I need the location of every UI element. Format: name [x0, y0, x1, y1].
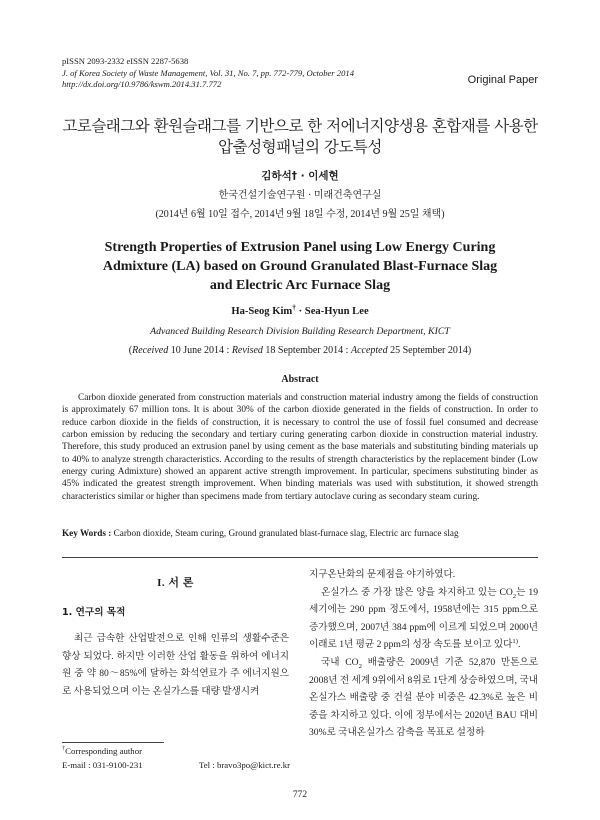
abstract-body	[62, 392, 538, 503]
p3-text-a: 국내 CO	[321, 656, 359, 668]
footnote-rule	[62, 742, 164, 743]
p3-text-b: 배출량은 2009년 기준 52,870 만톤으로 2008년 전 세계 9위에서 8위로 1단계 상승하였으며, 국내 온실가스 배출량 중 건설 분야 비중은 42.3%로 높은 비중을 차지하고 있다. 이에 정부에서는 2020년 BAU 대비 30%로 국내온실가스 감축을 목표로 설정하	[309, 656, 538, 739]
keywords	[62, 528, 538, 538]
dates-open-paren: (	[128, 345, 133, 356]
corresponding-mark: †	[292, 302, 296, 312]
section-heading: I. 서 론	[157, 577, 194, 589]
revised-label: Revised	[231, 345, 263, 356]
p2-reference[interactable]: 1)	[512, 638, 518, 646]
accepted-label: Accepted	[350, 345, 388, 356]
journal-citation: J. of Korea Society of Waste Management, Vol. 31, No. 7, pp. 772-779, October 2014	[62, 67, 354, 78]
page-number: 772	[292, 790, 308, 800]
received-label: Received	[132, 345, 169, 356]
korean-affiliation: 한국건설기술연구원 · 미래건축연구실	[218, 190, 382, 201]
abstract-text: Carbon dioxide generated from construction materials and construction material industry among the fields of construction is approximately 67 million tons. It is about 30% of the carbon dioxide generated in the fields of construction. In order to reduce carbon dioxide in the fields of construction, it is necessary to control the use of fossil fuel consumed and decrease carbon emission by reducing the secondary and tertiary curing generating carbon dioxide in construction material industry. Therefore, this study produced an extrusion panel by using cement as the base materials and substituting binding materials up to 40% to analyze strength characteristics. According to the results of strength characteristics by the replacement binder (Low energy curing Admixture) showed an apparent active strength improvement. In particular, specimens substituting binder as 45% indicated the greatest strength improvement. When binding materials was used with substitution, it showed strength characteristics similar or higher than specimens made from tertiary autoclave curing as secondary steam curing.	[62, 393, 538, 502]
keywords-label: Key Words :	[62, 528, 114, 538]
author-1: Ha-Seog Kim	[231, 306, 293, 317]
korean-authors: 김하석† · 이세현	[261, 170, 339, 182]
right-paragraph-3	[309, 654, 538, 742]
footnote-contact	[62, 760, 289, 770]
footnote-tel: Tel : bravo3po@kict.re.kr	[199, 760, 291, 770]
footnote-mark: †	[62, 746, 66, 753]
english-title-line-2: Admixture (LA) based on Ground Granulated Blast-Furnace Slag	[102, 259, 498, 274]
english-title	[40, 238, 560, 295]
right-paragraph-2	[309, 584, 538, 654]
p3-subscript: 2	[358, 662, 362, 670]
left-paragraph: 최근 급속한 산업발전으로 인해 인류의 생활수준은 향상 되었다. 하지만 이러한 산업 활동을 위하여 에너지원 중 약 80～85%에 달하는 화석연료가 주 에너지원으로 사용되었으며 이는 온실가스를 대량 발생시켜	[62, 633, 289, 697]
p2-end: .	[518, 639, 521, 651]
english-title-line-1: Strength Properties of Extrusion Panel using Low Energy Curing	[104, 240, 496, 255]
right-line-1: 지구온난화의 문제점을 야기하였다.	[309, 569, 456, 580]
english-authors	[0, 302, 600, 317]
accepted-date: 25 September 2014)	[387, 345, 472, 356]
p2-subscript: 2	[512, 592, 517, 600]
subsection-heading: 1. 연구의 목적	[62, 607, 126, 618]
p2-text-a: 온실가스 중 가장 많은 양을 차지하고 있는 CO	[321, 586, 513, 598]
footnote-email: E-mail : 031-9100-231	[62, 760, 143, 770]
english-title-line-3: and Electric Arc Furnace Slag	[209, 278, 391, 293]
abstract-heading: Abstract	[281, 374, 319, 385]
issn-line: pISSN 2093-2332 eISSN 2287-5638	[62, 56, 189, 66]
doi-link[interactable]: http://dx.doi.org/10.9786/kswm.2014.31.7.772	[62, 79, 222, 90]
left-column	[62, 630, 289, 700]
received-date: 10 June 2014 :	[168, 345, 232, 356]
divider	[62, 557, 538, 558]
footnote-corresponding-label: Corresponding author	[65, 746, 143, 756]
english-affiliation: Advanced Building Research Division Building Research Department, KICT	[150, 326, 450, 337]
footnote-corresponding	[62, 746, 142, 756]
revised-date: 18 September 2014 :	[262, 345, 351, 356]
korean-title-line-2: 압출성형패널의 강도특성	[218, 138, 382, 156]
korean-title	[40, 116, 560, 158]
author-2: · Sea-Hyun Lee	[295, 306, 369, 317]
english-dates	[0, 345, 600, 356]
keywords-text: Carbon dioxide, Steam curing, Ground granulated blast-furnace slag, Electric arc furnace slag	[113, 528, 459, 538]
korean-title-line-1: 고로슬래그와 환원슬래그를 기반으로 한 저에너지양생용 혼합재를 사용한	[62, 117, 538, 135]
paper-type-label: Original Paper	[467, 74, 538, 86]
right-column	[309, 566, 538, 742]
journal-header	[62, 56, 354, 91]
korean-dates: (2014년 6월 10일 접수, 2014년 9월 18일 수정, 2014년 9월 25일 채택)	[155, 209, 445, 220]
p2-text-b: 는 19세기에는 290 ppm 정도에서, 1958년에는 315 ppm으로 증가했으며, 2007년 384 ppm에 이르게 되었으며 2000년 이래로 1년 평균 2 ppm의 성장 속도를 보이고 있다	[309, 586, 538, 651]
